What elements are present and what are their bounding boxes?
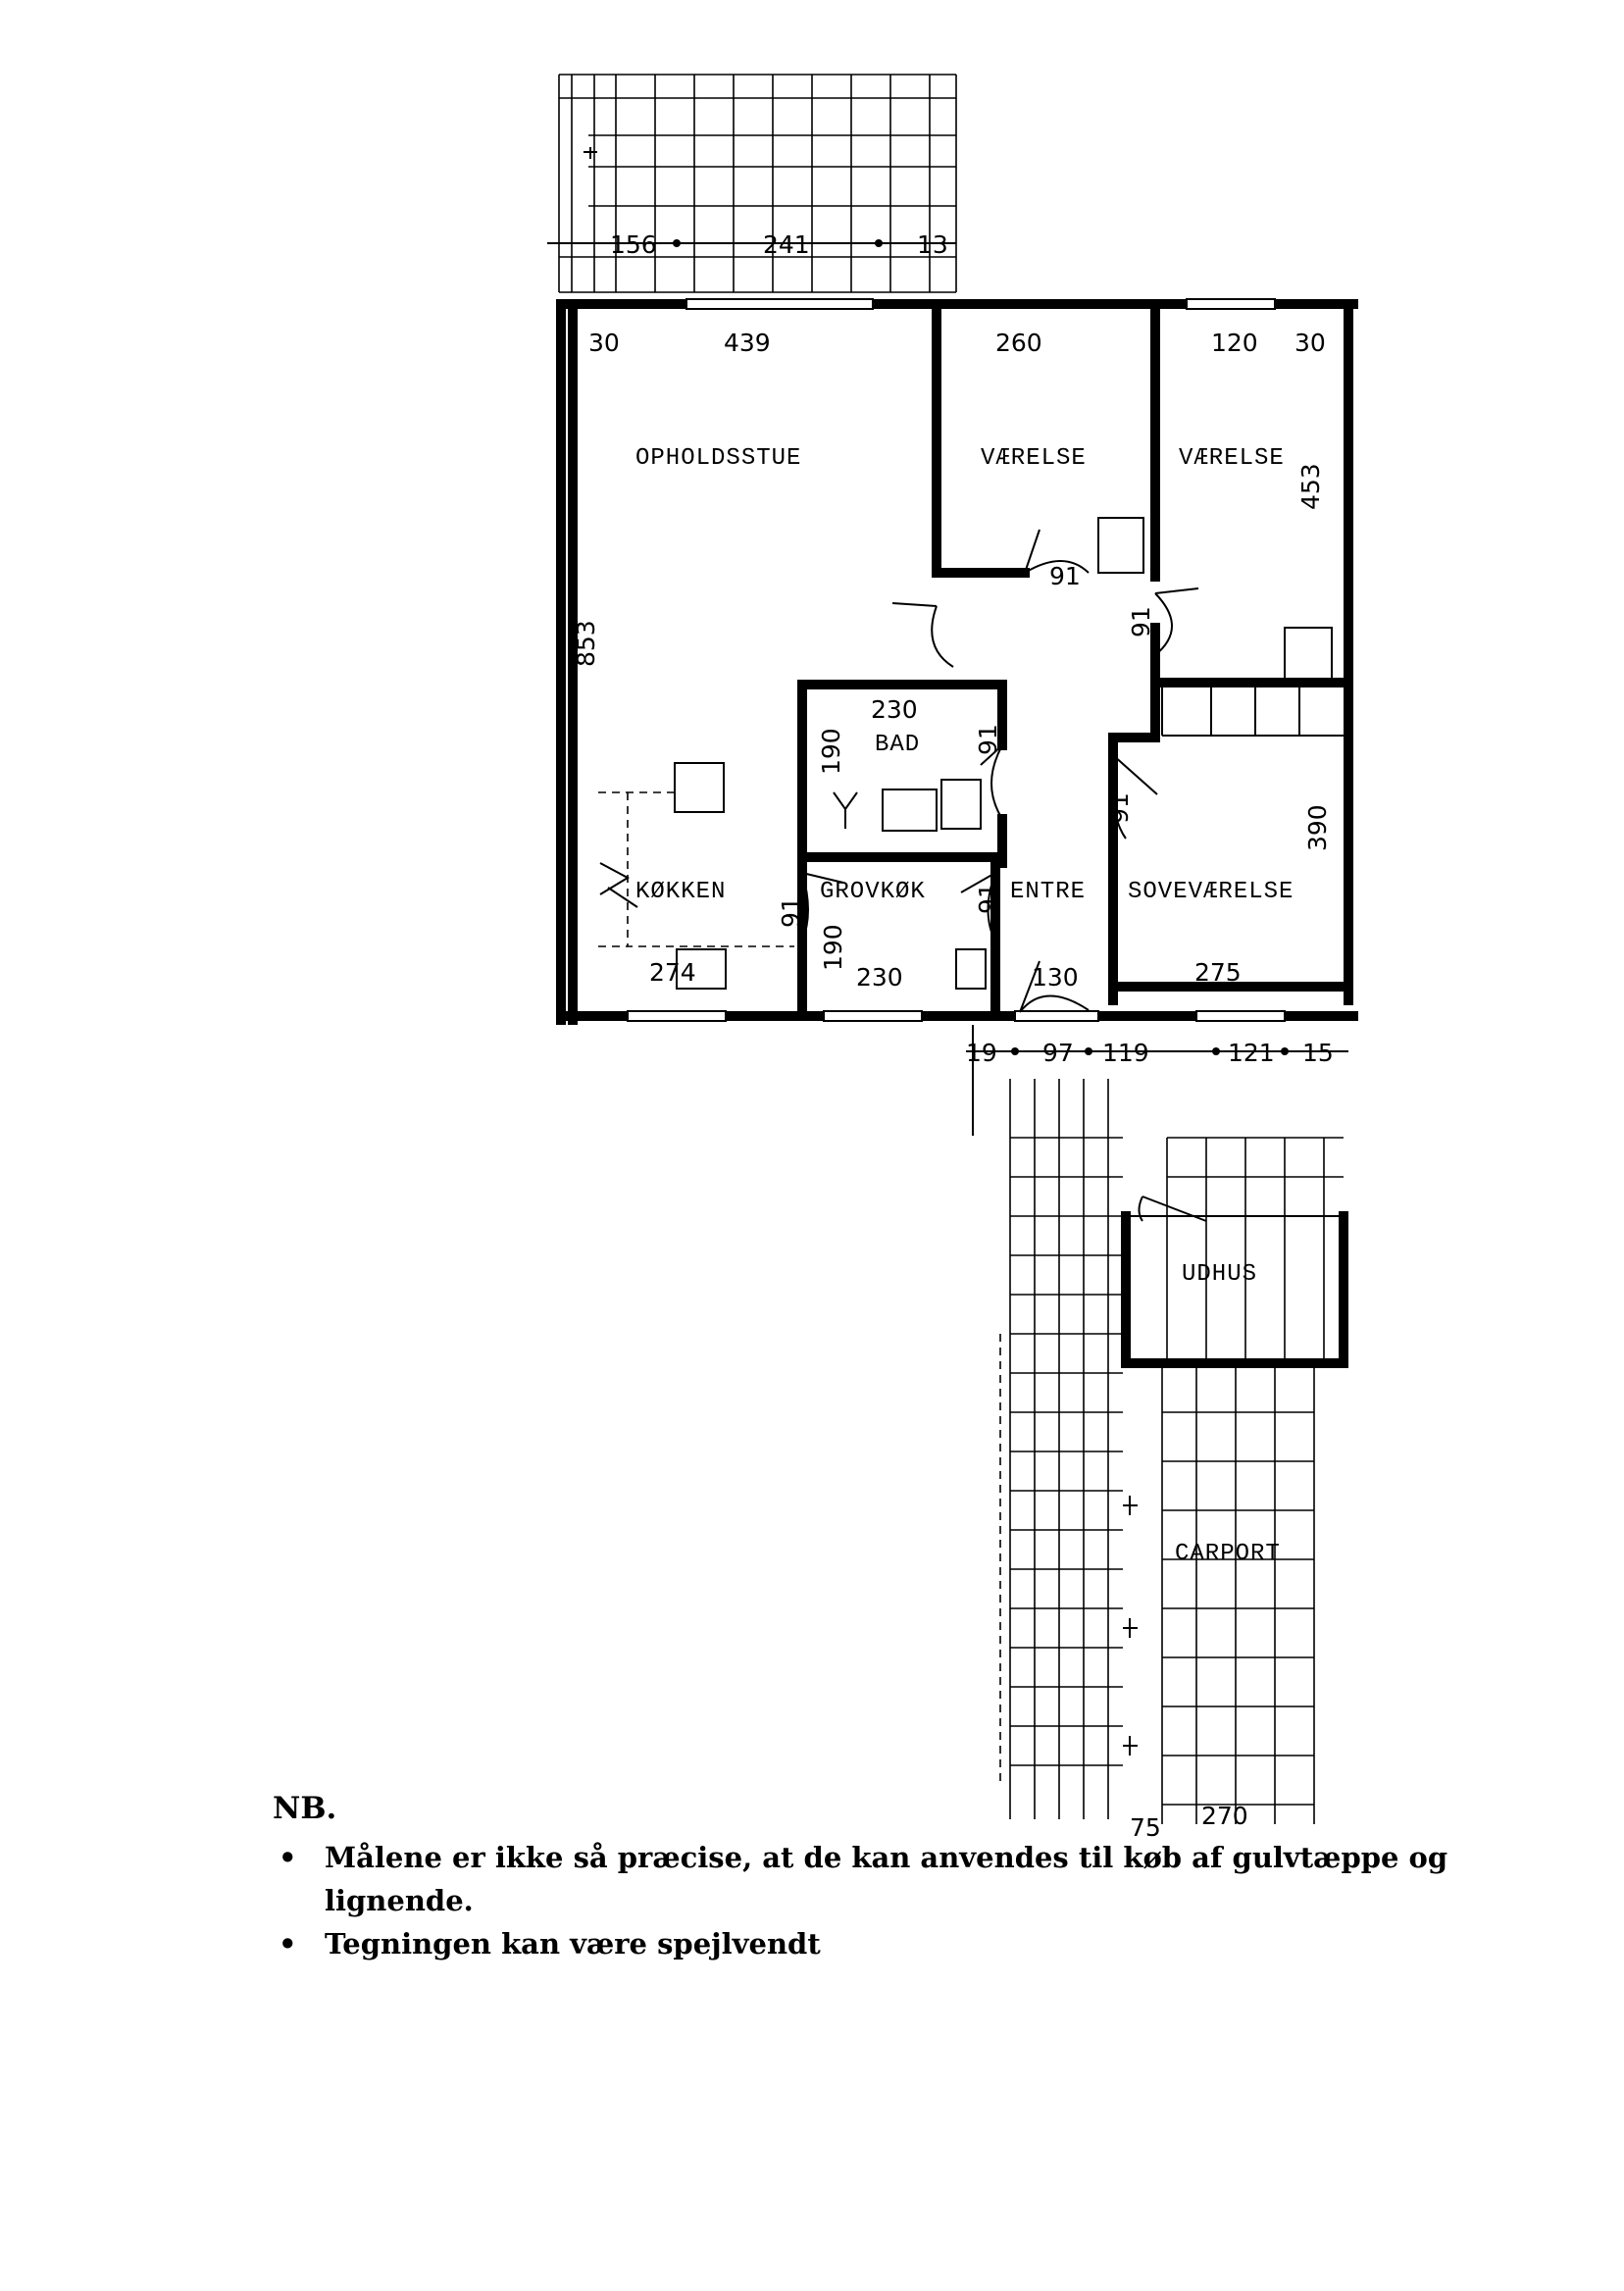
room-label-grovkok: GROVKØK [820,879,926,905]
dim-bottom-19: 19 [966,1039,997,1067]
exterior-walls [561,299,1353,1021]
room-label-opholdsstue: OPHOLDSSTUE [635,445,802,472]
dim-grov-230: 230 [856,963,903,992]
note-text-2: Tegningen kan være spejlvendt [325,1927,821,1960]
udhus-structure [1126,1138,1344,1363]
dim-terrace-156: 156 [610,230,657,259]
bullet-icon: • [279,1841,297,1874]
room-label-bad: BAD [875,732,921,758]
room-label-vaerelse-1: VÆRELSE [981,445,1087,472]
dim-door-91-grov-left: 91 [777,896,805,928]
interior-walls [802,314,1345,1010]
dim-left-853: 853 [572,620,600,667]
room-label-udhus: UDHUS [1182,1261,1258,1288]
dim-terrace-13: 13 [917,230,948,259]
dim-grov-190: 190 [819,924,847,971]
room-label-vaerelse-2: VÆRELSE [1179,445,1285,472]
dim-bottom-15: 15 [1302,1039,1334,1067]
dim-carport-75: 75 [1130,1813,1161,1842]
carport-structure [1162,1365,1314,1824]
room-label-kokken: KØKKEN [635,879,727,905]
notes-list [273,1836,1548,1965]
dim-carport-270: 270 [1201,1802,1248,1830]
dim-door-91-bad: 91 [974,724,1002,755]
dim-door-91-b: 91 [1127,606,1155,637]
notes-heading: NB. [273,1791,337,1826]
dim-terrace-241: 241 [763,230,810,259]
note-item [273,1922,1548,1965]
terrace-grid [547,75,956,292]
dim-top-30-left: 30 [588,329,620,357]
dim-sove-275: 275 [1194,958,1242,987]
dim-right-453: 453 [1296,463,1325,510]
dim-door-91-a: 91 [1049,562,1081,590]
notes-block [273,1791,1548,1965]
walkway-grid [973,1025,1138,1819]
dim-door-91-grov-right: 91 [974,883,1002,914]
dim-sove-390: 390 [1303,804,1332,851]
room-label-carport: CARPORT [1175,1541,1281,1567]
bullet-icon: • [279,1927,297,1960]
dim-top-439: 439 [724,329,771,357]
dim-entre-130: 130 [1032,963,1079,992]
note-item [273,1836,1548,1922]
dim-top-30-right: 30 [1294,329,1326,357]
dim-top-260: 260 [995,329,1042,357]
note-text-1: Målene er ikke så præcise, at de kan anvendes til køb af gulvtæppe og lignende. [325,1841,1448,1917]
fixtures [598,518,1345,989]
dim-door-91-sove: 91 [1105,792,1134,824]
room-label-sovevaerelse: SOVEVÆRELSE [1128,879,1294,905]
bottom-dimension-line [966,1047,1348,1055]
dim-kok-274: 274 [649,958,696,987]
dim-bottom-119: 119 [1102,1039,1149,1067]
room-label-entre: ENTRE [1010,879,1087,905]
dim-bad-230: 230 [871,695,918,724]
dim-top-120: 120 [1211,329,1258,357]
dim-bad-190: 190 [817,728,845,775]
dim-bottom-97: 97 [1042,1039,1074,1067]
dim-bottom-121: 121 [1228,1039,1275,1067]
